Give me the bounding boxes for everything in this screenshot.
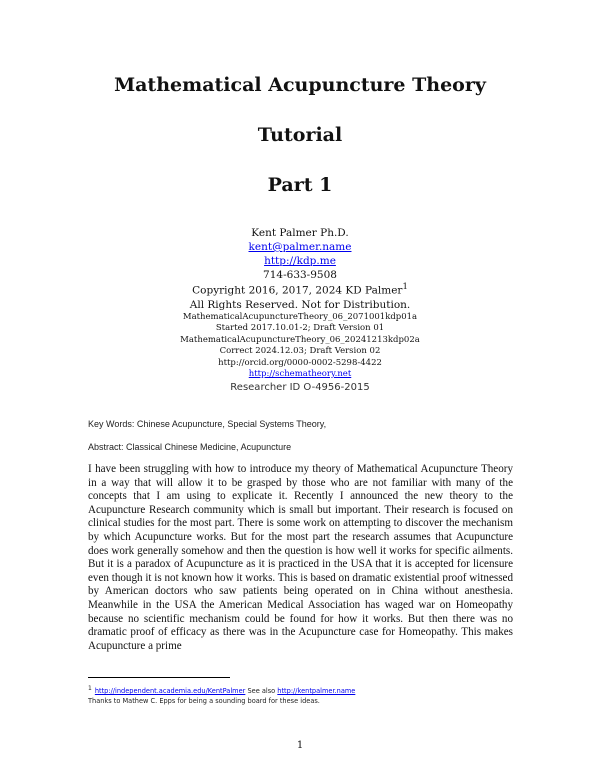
footnote-1 (88, 685, 518, 695)
copyright-text: Copyright 2016, 2017, 2024 KD Palmer (192, 284, 403, 297)
rights-line: All Rights Reserved. Not for Distribution. (189, 298, 411, 311)
correct-line: Correct 2024.12.03; Draft Version 02 (219, 346, 381, 356)
author-website-link[interactable]: http://kdp.me (264, 255, 336, 267)
copyright-line (0, 282, 600, 298)
started-line: Started 2017.10.01-2; Draft Version 01 (215, 323, 385, 333)
author-email-link[interactable]: kent@palmer.name (248, 241, 352, 253)
document-title: Mathematical Acupuncture Theory (114, 74, 486, 96)
orcid-line: http://orcid.org/0000-0002-5298-4422 (218, 357, 382, 368)
document-part: Part 1 (267, 174, 333, 196)
researcher-id: Researcher ID O-4956-2015 (230, 381, 370, 393)
document-subtitle: Tutorial (257, 124, 343, 146)
footnote-mark: 1 (88, 685, 92, 692)
abstract-line: Abstract: Classical Chinese Medicine, Acupuncture (88, 442, 292, 452)
body-paragraph: I have been struggling with how to introduce my theory of Mathematical Acupuncture Theory in a way that will allow it to be grasped by those who are not familiar with many of the concepts that I am using to explicate it. Recently I announced the new theory to the Acupuncture Research community which is small but important. Their research is focused on clinical studies for the most part. There is some work on attempting to discover the mechanism by which Acupuncture works. But for the most part the research assumes that Acupuncture does work generally somehow and then the question is how well it works for specific ailments. But it is a paradox of Acupuncture as it is practiced in the USA that it is accepted for licensure even though it is not known how it works. This is based on dramatic existential proof witnessed by American doctors who saw patients being operated on in China without anesthesia. Meanwhile in the USA the American Medical Association has waged war on Homeopathy because no scientific mechanism could be found for how it works. But then there was no dramatic proof of efficacy as there was in the Acupuncture case for Homeopathy. This makes Acupuncture a prime (88, 463, 513, 652)
schematheory-link[interactable]: http://schematheory.net (248, 369, 352, 379)
footnote-divider (88, 677, 230, 678)
footnote-kentpalmer-link[interactable]: http://kentpalmer.name (277, 687, 356, 696)
footnote-reference: 1 (402, 282, 408, 292)
filename-line-2: MathematicalAcupunctureTheory_06_20241213kdp02a (180, 334, 420, 345)
footnote-see-also: See also (245, 687, 278, 696)
author-phone: 714-633-9508 (263, 269, 337, 281)
keywords-line: Key Words: Chinese Acupuncture, Special Systems Theory, (88, 419, 327, 429)
filename-line-1: MathematicalAcupunctureTheory_06_2071001kdp01a (182, 311, 418, 322)
footnote-thanks: Thanks to Mathew C. Epps for being a sounding board for these ideas. (88, 697, 320, 705)
footnote-academia-link[interactable]: http://independent.academia.edu/KentPalmer (94, 687, 246, 696)
page-number: 1 (296, 740, 304, 751)
author-name: Kent Palmer Ph.D. (251, 227, 349, 239)
author-block (0, 226, 600, 395)
